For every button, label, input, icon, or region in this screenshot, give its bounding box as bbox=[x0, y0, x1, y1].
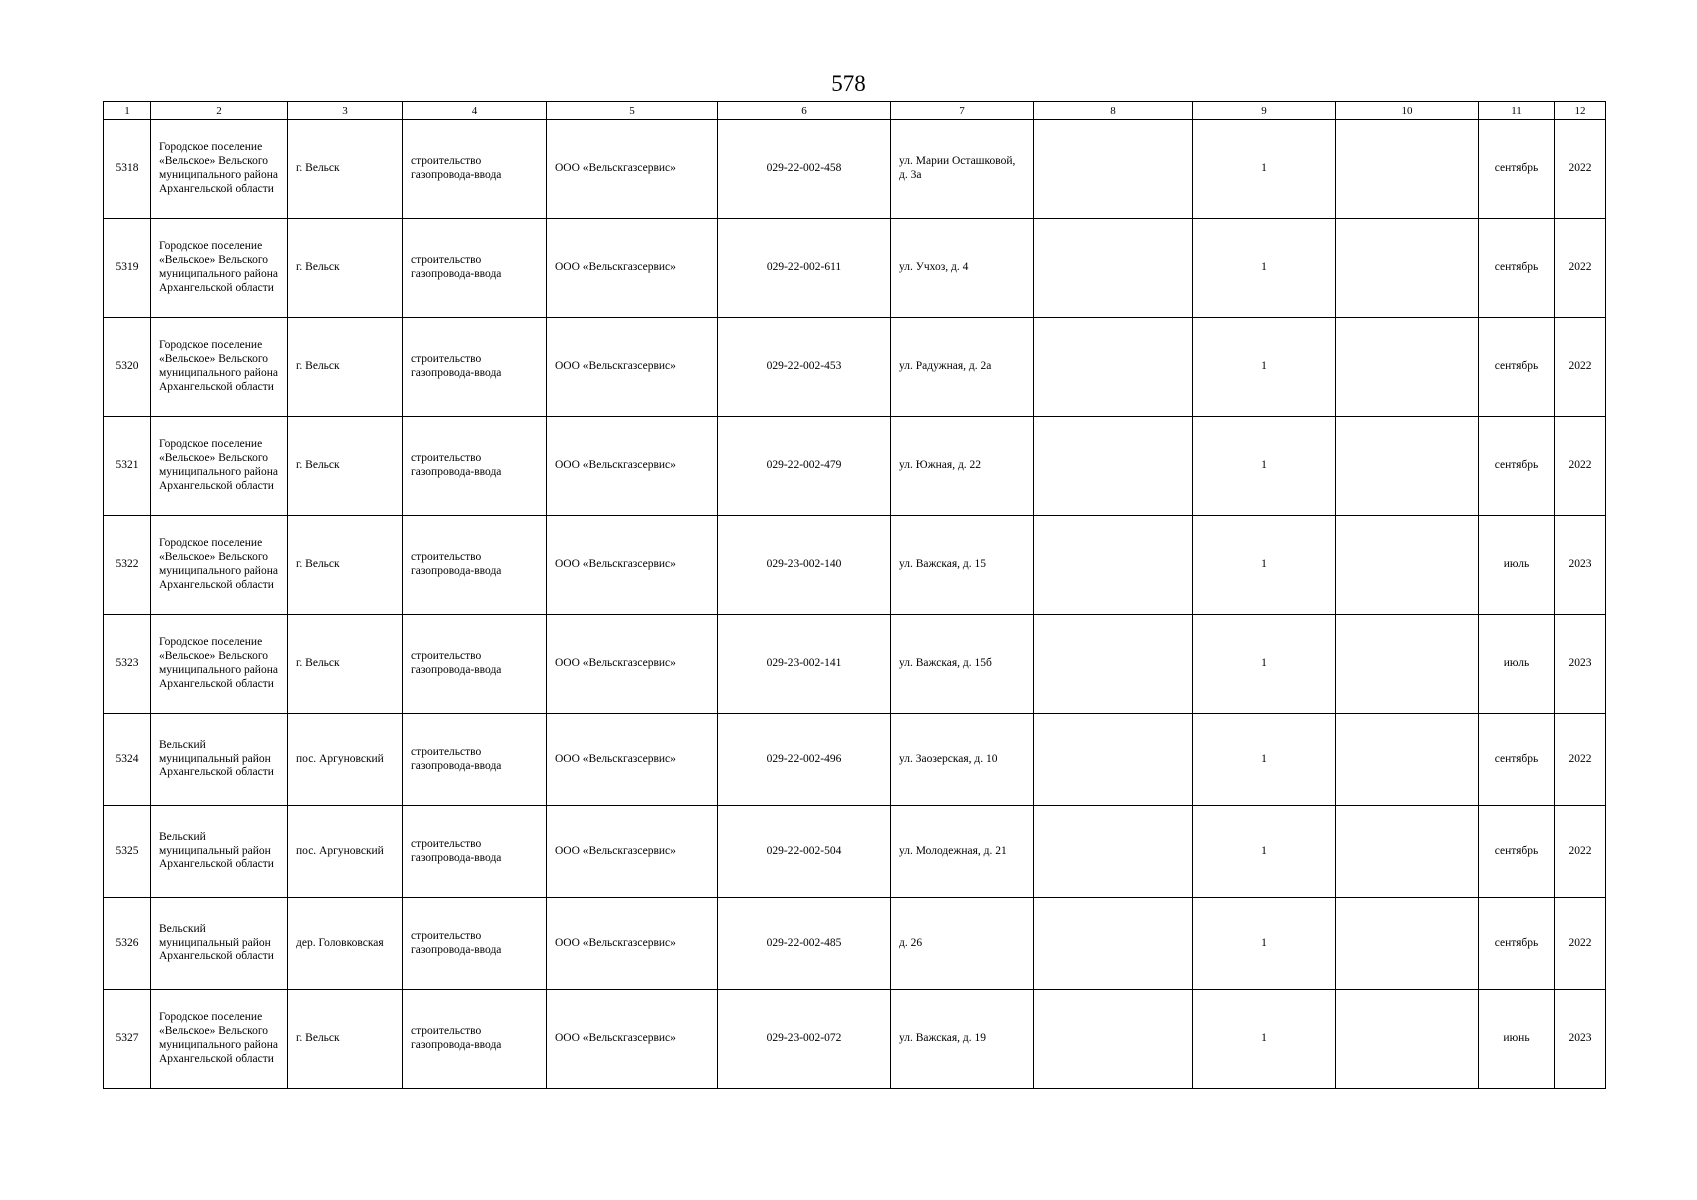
count-cell: 1 bbox=[1193, 714, 1336, 806]
column-10-cell bbox=[1336, 417, 1479, 516]
table-row bbox=[104, 219, 1606, 318]
organization-cell: ООО «Вельскгазсервис» bbox=[547, 417, 718, 516]
code-cell: 029-22-002-611 bbox=[718, 219, 891, 318]
locality-cell: г. Вельск bbox=[288, 615, 403, 714]
column-8-cell bbox=[1034, 417, 1193, 516]
locality-cell: г. Вельск bbox=[288, 120, 403, 219]
organization-cell: ООО «Вельскгазсервис» bbox=[547, 318, 718, 417]
table-row bbox=[104, 615, 1606, 714]
row-number: 5320 bbox=[104, 318, 151, 417]
work-type-cell: строительство газопровода-ввода bbox=[403, 990, 547, 1089]
column-8-cell bbox=[1034, 615, 1193, 714]
municipality-cell: Вельский муниципальный район Архангельской области bbox=[151, 898, 288, 990]
month-cell: июль bbox=[1479, 516, 1555, 615]
column-number: 2 bbox=[151, 102, 288, 120]
address-cell: ул. Южная, д. 22 bbox=[891, 417, 1034, 516]
month-cell: сентябрь bbox=[1479, 714, 1555, 806]
table-row bbox=[104, 417, 1606, 516]
count-cell: 1 bbox=[1193, 219, 1336, 318]
table-row bbox=[104, 714, 1606, 806]
column-number: 7 bbox=[891, 102, 1034, 120]
column-10-cell bbox=[1336, 219, 1479, 318]
column-8-cell bbox=[1034, 714, 1193, 806]
column-10-cell bbox=[1336, 898, 1479, 990]
month-cell: июнь bbox=[1479, 990, 1555, 1089]
work-type-cell: строительство газопровода-ввода bbox=[403, 806, 547, 898]
column-number: 4 bbox=[403, 102, 547, 120]
column-8-cell bbox=[1034, 516, 1193, 615]
year-cell: 2022 bbox=[1555, 417, 1606, 516]
row-number: 5321 bbox=[104, 417, 151, 516]
column-10-cell bbox=[1336, 714, 1479, 806]
address-cell: ул. Важская, д. 15 bbox=[891, 516, 1034, 615]
column-8-cell bbox=[1034, 990, 1193, 1089]
count-cell: 1 bbox=[1193, 516, 1336, 615]
address-cell: ул. Радужная, д. 2а bbox=[891, 318, 1034, 417]
month-cell: сентябрь bbox=[1479, 219, 1555, 318]
organization-cell: ООО «Вельскгазсервис» bbox=[547, 219, 718, 318]
municipality-cell: Городское поселение «Вельское» Вельского муниципального района Архангельской области bbox=[151, 516, 288, 615]
month-cell: сентябрь bbox=[1479, 318, 1555, 417]
column-10-cell bbox=[1336, 615, 1479, 714]
count-cell: 1 bbox=[1193, 990, 1336, 1089]
municipality-cell: Городское поселение «Вельское» Вельского муниципального района Архангельской области bbox=[151, 120, 288, 219]
column-8-cell bbox=[1034, 898, 1193, 990]
municipality-cell: Городское поселение «Вельское» Вельского муниципального района Архангельской области bbox=[151, 417, 288, 516]
column-8-cell bbox=[1034, 120, 1193, 219]
year-cell: 2023 bbox=[1555, 990, 1606, 1089]
row-number: 5324 bbox=[104, 714, 151, 806]
month-cell: сентябрь bbox=[1479, 898, 1555, 990]
address-cell: ул. Учхоз, д. 4 bbox=[891, 219, 1034, 318]
code-cell: 029-22-002-496 bbox=[718, 714, 891, 806]
column-number: 1 bbox=[104, 102, 151, 120]
count-cell: 1 bbox=[1193, 806, 1336, 898]
table-row bbox=[104, 806, 1606, 898]
locality-cell: дер. Головковская bbox=[288, 898, 403, 990]
code-cell: 029-22-002-504 bbox=[718, 806, 891, 898]
count-cell: 1 bbox=[1193, 318, 1336, 417]
column-10-cell bbox=[1336, 806, 1479, 898]
year-cell: 2022 bbox=[1555, 219, 1606, 318]
code-cell: 029-22-002-458 bbox=[718, 120, 891, 219]
year-cell: 2022 bbox=[1555, 806, 1606, 898]
row-number: 5327 bbox=[104, 990, 151, 1089]
work-type-cell: строительство газопровода-ввода bbox=[403, 318, 547, 417]
row-number: 5323 bbox=[104, 615, 151, 714]
column-10-cell bbox=[1336, 990, 1479, 1089]
code-cell: 029-22-002-453 bbox=[718, 318, 891, 417]
table-row bbox=[104, 120, 1606, 219]
work-type-cell: строительство газопровода-ввода bbox=[403, 219, 547, 318]
locality-cell: г. Вельск bbox=[288, 417, 403, 516]
column-number: 10 bbox=[1336, 102, 1479, 120]
table-row bbox=[104, 318, 1606, 417]
work-type-cell: строительство газопровода-ввода bbox=[403, 615, 547, 714]
table-row bbox=[104, 990, 1606, 1089]
column-number: 8 bbox=[1034, 102, 1193, 120]
locality-cell: г. Вельск bbox=[288, 990, 403, 1089]
count-cell: 1 bbox=[1193, 417, 1336, 516]
count-cell: 1 bbox=[1193, 120, 1336, 219]
column-10-cell bbox=[1336, 120, 1479, 219]
organization-cell: ООО «Вельскгазсервис» bbox=[547, 714, 718, 806]
month-cell: сентябрь bbox=[1479, 806, 1555, 898]
column-number-header bbox=[104, 102, 1606, 120]
year-cell: 2022 bbox=[1555, 714, 1606, 806]
year-cell: 2022 bbox=[1555, 120, 1606, 219]
column-10-cell bbox=[1336, 318, 1479, 417]
year-cell: 2023 bbox=[1555, 516, 1606, 615]
municipality-cell: Городское поселение «Вельское» Вельского муниципального района Архангельской области bbox=[151, 219, 288, 318]
work-type-cell: строительство газопровода-ввода bbox=[403, 714, 547, 806]
locality-cell: пос. Аргуновский bbox=[288, 714, 403, 806]
code-cell: 029-23-002-140 bbox=[718, 516, 891, 615]
column-8-cell bbox=[1034, 806, 1193, 898]
municipality-cell: Городское поселение «Вельское» Вельского муниципального района Архангельской области bbox=[151, 615, 288, 714]
address-cell: ул. Молодежная, д. 21 bbox=[891, 806, 1034, 898]
column-number: 12 bbox=[1555, 102, 1606, 120]
row-number: 5318 bbox=[104, 120, 151, 219]
count-cell: 1 bbox=[1193, 898, 1336, 990]
locality-cell: г. Вельск bbox=[288, 219, 403, 318]
organization-cell: ООО «Вельскгазсервис» bbox=[547, 516, 718, 615]
code-cell: 029-23-002-141 bbox=[718, 615, 891, 714]
month-cell: сентябрь bbox=[1479, 120, 1555, 219]
column-10-cell bbox=[1336, 516, 1479, 615]
code-cell: 029-23-002-072 bbox=[718, 990, 891, 1089]
locality-cell: г. Вельск bbox=[288, 318, 403, 417]
row-number: 5322 bbox=[104, 516, 151, 615]
code-cell: 029-22-002-485 bbox=[718, 898, 891, 990]
column-8-cell bbox=[1034, 219, 1193, 318]
column-number: 6 bbox=[718, 102, 891, 120]
address-cell: ул. Важская, д. 15б bbox=[891, 615, 1034, 714]
locality-cell: г. Вельск bbox=[288, 516, 403, 615]
year-cell: 2023 bbox=[1555, 615, 1606, 714]
municipality-cell: Городское поселение «Вельское» Вельского муниципального района Архангельской области bbox=[151, 318, 288, 417]
municipality-cell: Вельский муниципальный район Архангельской области bbox=[151, 714, 288, 806]
organization-cell: ООО «Вельскгазсервис» bbox=[547, 990, 718, 1089]
work-type-cell: строительство газопровода-ввода bbox=[403, 120, 547, 219]
organization-cell: ООО «Вельскгазсервис» bbox=[547, 615, 718, 714]
municipality-cell: Вельский муниципальный район Архангельской области bbox=[151, 806, 288, 898]
column-8-cell bbox=[1034, 318, 1193, 417]
page-number: 578 bbox=[831, 71, 866, 96]
work-type-cell: строительство газопровода-ввода bbox=[403, 516, 547, 615]
row-number: 5325 bbox=[104, 806, 151, 898]
organization-cell: ООО «Вельскгазсервис» bbox=[547, 120, 718, 219]
year-cell: 2022 bbox=[1555, 898, 1606, 990]
year-cell: 2022 bbox=[1555, 318, 1606, 417]
work-type-cell: строительство газопровода-ввода bbox=[403, 898, 547, 990]
header-row bbox=[104, 102, 1606, 120]
row-number: 5326 bbox=[104, 898, 151, 990]
address-cell: ул. Заозерская, д. 10 bbox=[891, 714, 1034, 806]
row-number: 5319 bbox=[104, 219, 151, 318]
table-row bbox=[104, 516, 1606, 615]
month-cell: июль bbox=[1479, 615, 1555, 714]
organization-cell: ООО «Вельскгазсервис» bbox=[547, 898, 718, 990]
month-cell: сентябрь bbox=[1479, 417, 1555, 516]
column-number: 11 bbox=[1479, 102, 1555, 120]
organization-cell: ООО «Вельскгазсервис» bbox=[547, 806, 718, 898]
work-type-cell: строительство газопровода-ввода bbox=[403, 417, 547, 516]
column-number: 3 bbox=[288, 102, 403, 120]
column-number: 9 bbox=[1193, 102, 1336, 120]
table-row bbox=[104, 898, 1606, 990]
column-number: 5 bbox=[547, 102, 718, 120]
locality-cell: пос. Аргуновский bbox=[288, 806, 403, 898]
code-cell: 029-22-002-479 bbox=[718, 417, 891, 516]
count-cell: 1 bbox=[1193, 615, 1336, 714]
municipality-cell: Городское поселение «Вельское» Вельского муниципального района Архангельской области bbox=[151, 990, 288, 1089]
address-cell: ул. Марии Осташковой, д. 3а bbox=[891, 120, 1034, 219]
register-table bbox=[103, 101, 1606, 1089]
address-cell: д. 26 bbox=[891, 898, 1034, 990]
address-cell: ул. Важская, д. 19 bbox=[891, 990, 1034, 1089]
